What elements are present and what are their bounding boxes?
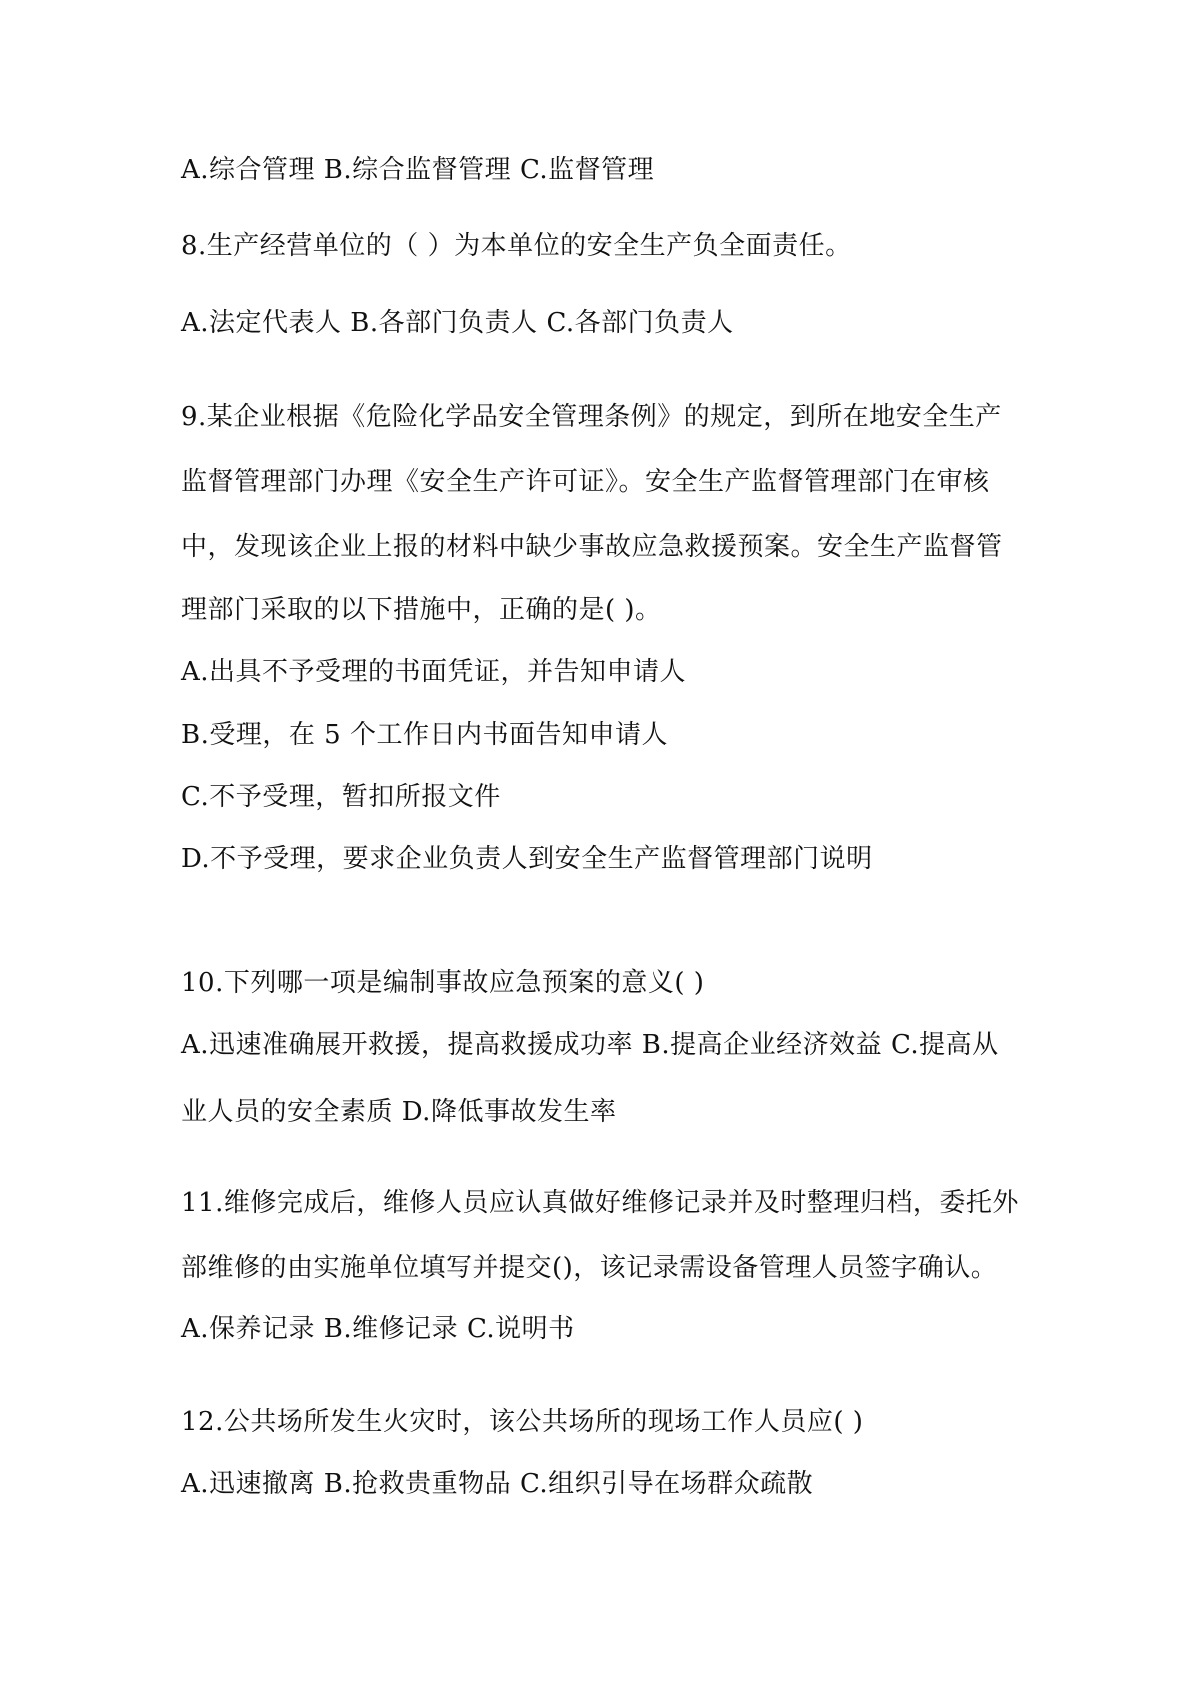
q9-option-b: B.受理，在 5 个工作日内书面告知申请人 [181, 720, 668, 750]
q10-options-line-2: 业人员的安全素质 D.降低事故发生率 [181, 1097, 617, 1127]
q9-question-line-1: 9.某企业根据《危险化学品安全管理条例》的规定，到所在地安全生产 [181, 402, 1002, 432]
q11-question-line-2: 部维修的由实施单位填写并提交()，该记录需设备管理人员签字确认。 [181, 1253, 998, 1283]
q7-options: A.综合管理 B.综合监督管理 C.监督管理 [181, 155, 655, 185]
q9-option-d: D.不予受理，要求企业负责人到安全生产监督管理部门说明 [181, 844, 873, 874]
q9-question-line-2: 监督管理部门办理《安全生产许可证》。安全生产监督管理部门在审核 [181, 467, 990, 497]
q8-question: 8.生产经营单位的（ ）为本单位的安全生产负全面责任。 [181, 231, 852, 261]
q12-question: 12.公共场所发生火灾时，该公共场所的现场工作人员应( ) [181, 1407, 864, 1437]
q9-question-line-4: 理部门采取的以下措施中，正确的是( )。 [181, 595, 662, 625]
q9-question-line-3: 中，发现该企业上报的材料中缺少事故应急救援预案。安全生产监督管 [181, 532, 1003, 562]
q9-option-a: A.出具不予受理的书面凭证，并告知申请人 [181, 657, 687, 687]
q11-question-line-1: 11.维修完成后，维修人员应认真做好维修记录并及时整理归档，委托外 [181, 1188, 1019, 1218]
q9-option-c: C.不予受理，暂扣所报文件 [181, 782, 501, 812]
q8-options: A.法定代表人 B.各部门负责人 C.各部门负责人 [181, 308, 734, 338]
q12-options: A.迅速撤离 B.抢救贵重物品 C.组织引导在场群众疏散 [181, 1469, 814, 1499]
q11-options: A.保养记录 B.维修记录 C.说明书 [181, 1314, 575, 1344]
q10-question: 10.下列哪一项是编制事故应急预案的意义( ) [181, 968, 705, 998]
q10-options-line-1: A.迅速准确展开救援，提高救援成功率 B.提高企业经济效益 C.提高从 [181, 1030, 999, 1060]
